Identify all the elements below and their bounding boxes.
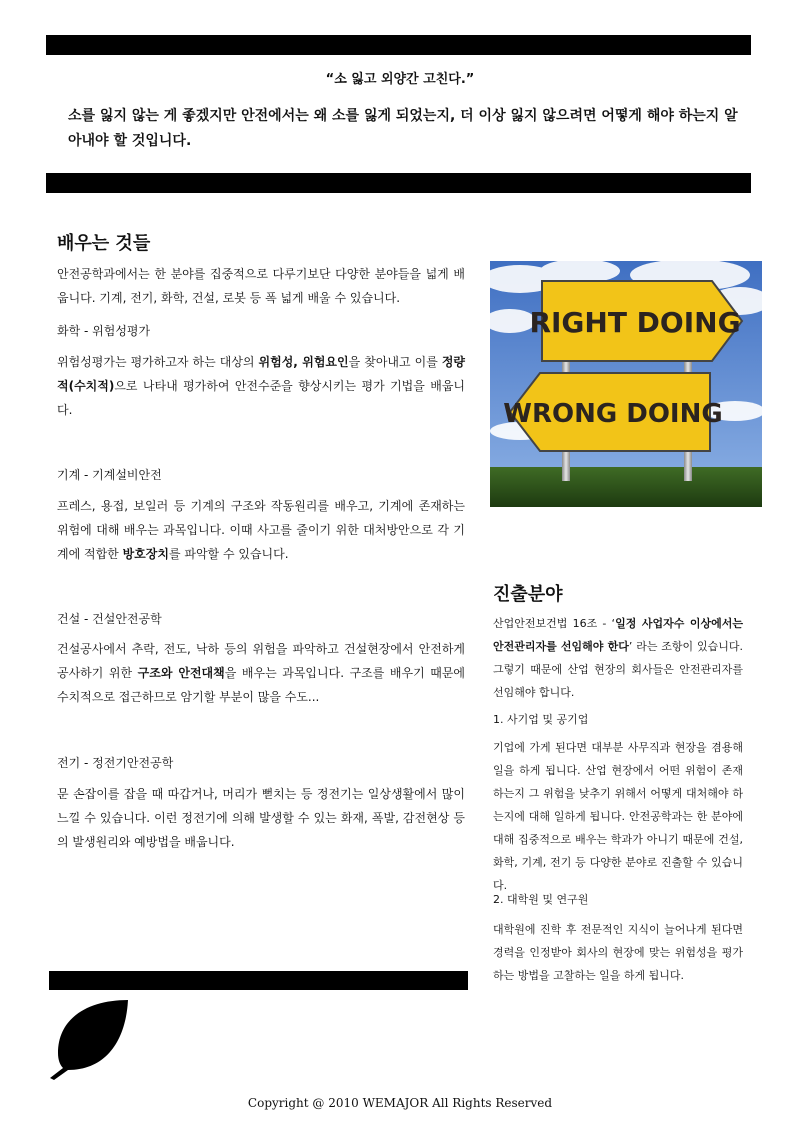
career-heading: 진출분야	[493, 584, 563, 605]
chem-body	[57, 350, 465, 422]
career-intro-text-1: 산업안전보건법 16조 - ‘	[493, 617, 616, 630]
elec-body: 문 손잡이를 잡을 때 따갑거나, 머리가 뻗치는 등 정전기는 일상생활에서 많이 느낄 수 있습니다. 이런 정전기에 의해 발생할 수 있는 화재, 폭발, 감전현상 등의 발생원리와 예방법을 배웁니다.	[57, 787, 465, 849]
quote-title: “소 잃고 외양간 고친다.”	[325, 72, 475, 87]
civil-body	[57, 637, 465, 709]
career-intro-bold: 일정 사업자수 이상에서는 안전관리자를 선임해야 한다	[493, 617, 744, 653]
leaf-icon	[48, 998, 130, 1080]
bottom-black-bar	[49, 971, 468, 990]
mech-body	[57, 494, 465, 566]
chem-bold-1: 위험성, 위험요인	[258, 355, 349, 369]
civil-text-1: 건설공사에서 추락, 전도, 낙하 등의 위험을 파악하고 건설현장에서 안전하게 공사하기 위한	[57, 642, 465, 680]
career-item2-title: 2. 대학원 및 연구원	[493, 893, 589, 906]
civil-bold-1: 구조와 안전대책	[137, 666, 225, 680]
career-intro-text-2: ’ 라는 조항이 있습니다. 그렇기 때문에 산업 현장의 회사들은 안전관리자를 선임해야 합니다.	[493, 640, 743, 699]
chem-text-3: 으로 나타내 평가하여 안전수준을 향상시키는 평가 기법을 배웁니다.	[57, 379, 465, 417]
mech-bold-1: 방호장치	[122, 547, 169, 561]
career-item1-title: 1. 사기업 및 공기업	[493, 713, 589, 726]
quote-body: 소를 잃지 않는 게 좋겠지만 안전에서는 왜 소를 잃게 되었는지, 더 이상 잃지 않으려면 어떻게 해야 하는지 알아내야 할 것입니다.	[68, 108, 738, 149]
chem-title: 화학 - 위험성평가	[57, 324, 151, 338]
copyright-text: Copyright @ 2010 WEMAJOR All Rights Reserved	[247, 1096, 553, 1110]
civil-title: 건설 - 건설안전공학	[57, 612, 162, 626]
signpost-illustration	[490, 261, 762, 507]
top-black-bar	[46, 35, 751, 55]
mech-text-2: 를 파악할 수 있습니다.	[168, 547, 289, 561]
career-item1-body: 기업에 가게 된다면 대부분 사무직과 현장을 겸용해 일을 하게 됩니다. 산업 현장에서 어떤 위험이 존재하는지 그 위험을 낮추기 위해서 어떻게 대처해야 하는지에 대해 일하게 됩니다. 안전공학과는 한 분야에 대해 집중적으로 배우는 학과가 아니기 때문에 건설, 화학, 기계, 전기 등 다양한 분야로 진출할 수 있습니다.	[493, 741, 743, 892]
chem-text-2: 을 찾아내고 이를	[348, 355, 442, 369]
second-black-bar	[46, 173, 751, 193]
elec-title: 전기 - 정전기안전공학	[57, 756, 174, 770]
mech-title: 기계 - 기계설비안전	[57, 468, 162, 482]
career-intro	[493, 612, 743, 704]
chem-text-1: 위험성평가는 평가하고자 하는 대상의	[57, 355, 259, 369]
career-item2-body: 대학원에 진학 후 전문적인 지식이 늘어나게 된다면 경력을 인정받아 회사의 현장에 맞는 위험성을 평가하는 방법을 고찰하는 일을 하게 됩니다.	[493, 923, 743, 982]
sign-wrong-text: WRONG DOING	[503, 399, 723, 429]
learn-heading: 배우는 것들	[57, 233, 151, 254]
learn-intro: 안전공학과에서는 한 분야를 집중적으로 다루기보단 다양한 분야들을 넓게 배웁니다. 기계, 전기, 화학, 건설, 로봇 등 폭 넓게 배울 수 있습니다.	[57, 267, 465, 305]
signpost-photo	[490, 261, 762, 507]
civil-text-2: 을 배우는 과목입니다. 구조를 배우기 때문에 수치적으로 접근하므로 암기할 부분이 많을 수도...	[57, 666, 466, 704]
sign-right-text: RIGHT DOING	[529, 306, 741, 339]
chem-bold-2: 정량적(수치적)	[57, 355, 465, 393]
mech-text-1: 프레스, 용접, 보일러 등 기계의 구조와 작동원리를 배우고, 기계에 존재하는 위험에 대해 배우는 과목입니다. 이때 사고를 줄이기 위한 대처방안으로 각 기계에 적합한	[57, 499, 465, 561]
